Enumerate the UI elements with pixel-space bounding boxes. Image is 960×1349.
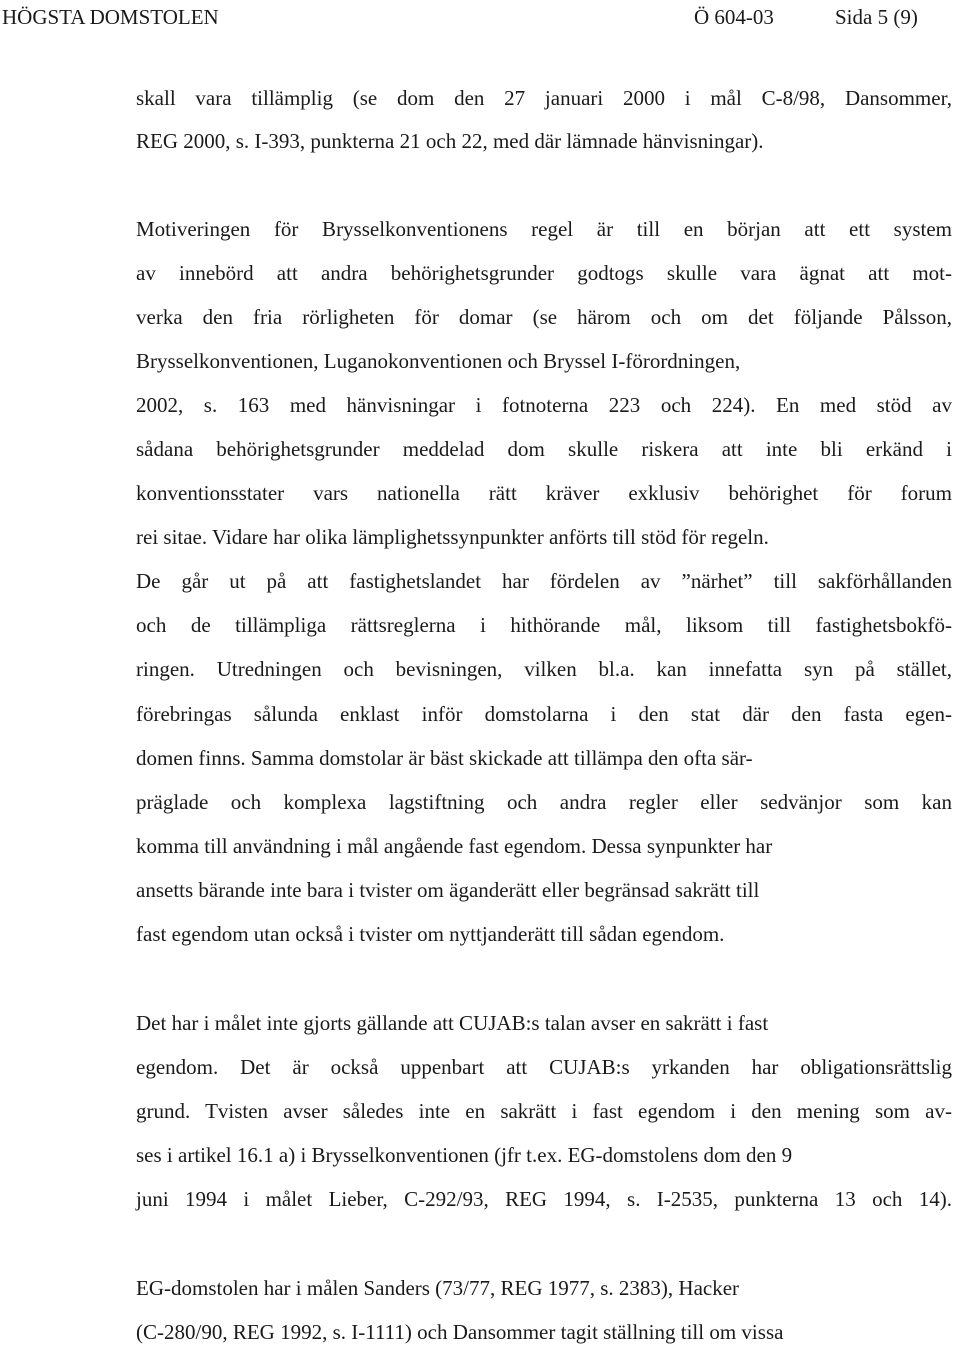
text-line: Motiveringen för Brysselkonventionens regel är till en början att ett system bbox=[136, 217, 952, 241]
text-line: komma till användning i mål angående fast egendom. Dessa synpunkter har bbox=[136, 834, 773, 858]
text-line: De går ut på att fastighetslandet har fördelen av ”närhet” till sakförhållanden bbox=[136, 569, 952, 593]
text-line: ansetts bärande inte bara i tvister om äganderätt eller begränsad sakrätt till bbox=[136, 878, 760, 902]
text-line: av innebörd att andra behörighetsgrunder godtogs skulle vara ägnat att mot- bbox=[136, 261, 952, 285]
text-line: verka den fria rörligheten för domar (se härom och om det följande Pålsson, bbox=[136, 305, 952, 329]
text-line: REG 2000, s. I-393, punkterna 21 och 22, med där lämnade hänvisningar). bbox=[136, 129, 764, 153]
text-line: rei sitae. Vidare har olika lämplighetssynpunkter anförts till stöd för regeln. bbox=[136, 525, 769, 549]
text-line: präglade och komplexa lagstiftning och andra regler eller sedvänjor som kan bbox=[136, 790, 952, 814]
text-line: juni 1994 i målet Lieber, C-292/93, REG 1994, s. I-2535, punkterna 13 och 14). bbox=[136, 1187, 952, 1211]
text-line: ses i artikel 16.1 a) i Brysselkonventionen (jfr t.ex. EG-domstolens dom den 9 bbox=[136, 1143, 793, 1167]
case-number: Ö 604-03 bbox=[694, 5, 774, 29]
text-line: fast egendom utan också i tvister om nyttjanderätt till sådan egendom. bbox=[136, 922, 725, 946]
text-line: förebringas sålunda enklast inför domstolarna i den stat där den fasta egen- bbox=[136, 702, 952, 726]
page-header bbox=[0, 2, 960, 32]
text-line: egendom. Det är också uppenbart att CUJAB:s yrkanden har obligationsrättslig bbox=[136, 1055, 952, 1079]
court-name: HÖGSTA DOMSTOLEN bbox=[2, 5, 219, 29]
text-line: (C-280/90, REG 1992, s. I-1111) och Dansommer tagit ställning till om vissa bbox=[136, 1320, 784, 1344]
text-line: och de tillämpliga rättsreglerna i hithörande mål, liksom till fastighetsbokfö- bbox=[136, 613, 952, 637]
text-line: sådana behörighetsgrunder meddelad dom skulle riskera att inte bli erkänd i bbox=[136, 437, 952, 461]
text-line: 2002, s. 163 med hänvisningar i fotnoterna 223 och 224). En med stöd av bbox=[136, 393, 952, 417]
text-line: grund. Tvisten avser således inte en sakrätt i fast egendom i den mening som av- bbox=[136, 1099, 952, 1123]
text-line: Det har i målet inte gjorts gällande att CUJAB:s talan avser en sakrätt i fast bbox=[136, 1011, 769, 1035]
text-line: Brysselkonventionen, Luganokonventionen och Bryssel I-förordningen, bbox=[136, 349, 741, 373]
text-line: ringen. Utredningen och bevisningen, vilken bl.a. kan innefatta syn på stället, bbox=[136, 657, 952, 681]
page-number: Sida 5 (9) bbox=[835, 5, 918, 29]
text-line: domen finns. Samma domstolar är bäst skickade att tillämpa den ofta sär- bbox=[136, 746, 753, 770]
text-line: EG-domstolen har i målen Sanders (73/77, REG 1977, s. 2383), Hacker bbox=[136, 1276, 740, 1300]
text-line: konventionsstater vars nationella rätt kräver exklusiv behörighet för forum bbox=[136, 481, 952, 505]
text-line: skall vara tillämplig (se dom den 27 januari 2000 i mål C-8/98, Dansommer, bbox=[136, 86, 952, 110]
